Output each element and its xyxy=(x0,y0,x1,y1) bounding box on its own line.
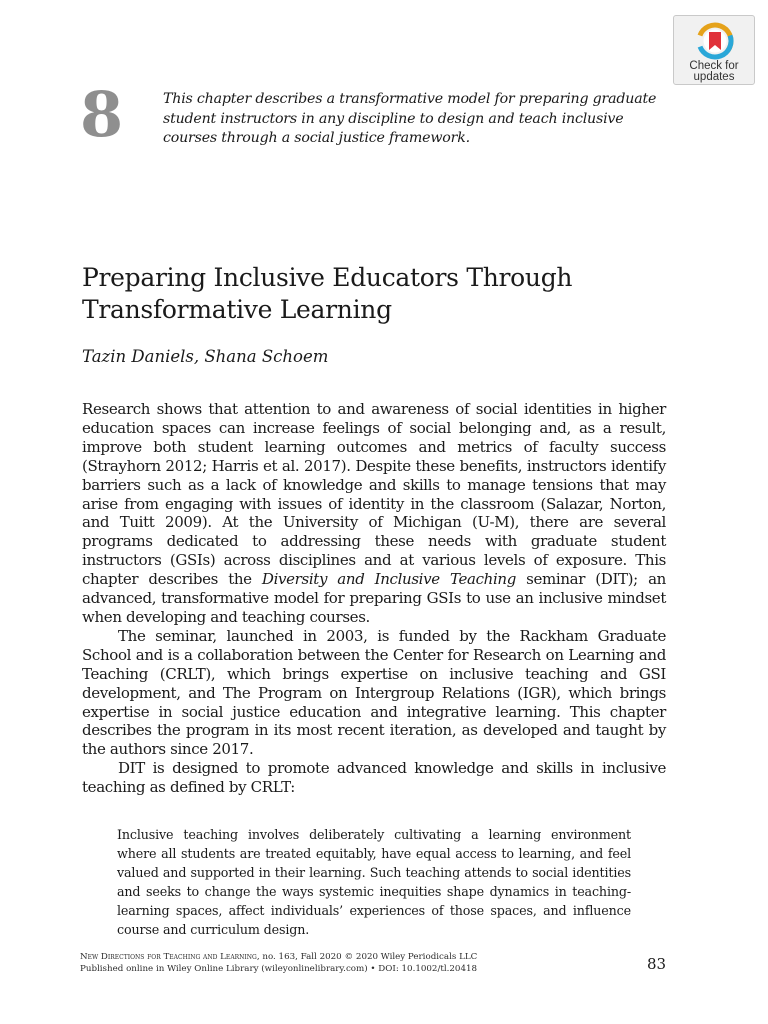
block-quote: Inclusive teaching involves deliberately cultivating a learning environment where all students are treated equitably, have equal access to learning, and feel valued and supported in their learning. Such teaching attends to social identities and seeks to change the ways systemic inequities shape dynamics in teaching-learning spaces, affect individuals’ experiences of those spaces, and influence course and curriculum design. xyxy=(117,827,631,937)
seminar-name: Diversity and Inclusive Teaching xyxy=(261,570,516,589)
paragraph-2: The seminar, launched in 2003, is funded by the Rackham Graduate School and is a collaboration between the Center for Research on Learning and Teaching (CRLT), which brings expertise on inclusive teaching and GSI development, and The Program on Intergroup Relations (IGR), which brings expertise in social justice education and integrative learning. This chapter describes the program in its most recent iteration, as developed and taught by the authors since 2017. xyxy=(82,626,666,759)
footer-line-2: Published online in Wiley Online Library (wileyonlinelibrary.com) • DOI: 10.1002/tl.20418 xyxy=(80,964,478,974)
chapter-number: 8 xyxy=(80,78,124,151)
chapter-title: Preparing Inclusive Educators Through Transformative Learning xyxy=(82,263,573,324)
chapter-authors: Tazin Daniels, Shana Schoem xyxy=(82,347,329,366)
footer-line-1 xyxy=(80,951,666,963)
journal-issue: , no. 163, Fall 2020 © 2020 Wiley Periodicals LLC xyxy=(256,952,478,962)
check-for-updates-badge[interactable] xyxy=(673,15,755,85)
check-for-updates-icon xyxy=(694,22,736,60)
chapter-abstract: This chapter describes a transformative model for preparing graduate student instructors in any discipline to design and teach inclusive courses through a social justice framework. xyxy=(163,91,657,146)
paragraph-1-text-a: Research shows that attention to and awareness of social identities in higher education spaces can increase feelings of social belonging and, as a result, improve both student learning outcomes and metrics of faculty success (Strayhorn 2012; Harris et al. 2017). Despite these benefits, instructors identify barriers such as a lack of knowledge and skills to manage tensions that may arise from engaging with issues of identity in the classroom (Salazar, Norton, and Tuitt 2009). At the University of Michigan (U-M), there are several programs dedicated to addressing these needs with graduate student instructors (GSIs) across disciplines and at various levels of exposure. This chapter describes the xyxy=(82,400,666,589)
badge-label-line1: Check for xyxy=(689,60,739,72)
page-footer xyxy=(80,951,666,975)
page-number: 83 xyxy=(647,955,667,973)
paragraph-1-text-b: seminar (DIT); an advanced, transformative model for preparing GSIs to use an inclusive mindset when developing and teaching courses. xyxy=(82,570,666,626)
paragraph-3: DIT is designed to promote advanced knowledge and skills in inclusive teaching as defined by CRLT: xyxy=(82,759,666,797)
journal-name: New Directions for Teaching and Learning xyxy=(80,952,257,962)
body-text xyxy=(82,400,666,797)
badge-label-line2: updates xyxy=(693,71,735,83)
paragraph-1 xyxy=(82,400,666,627)
